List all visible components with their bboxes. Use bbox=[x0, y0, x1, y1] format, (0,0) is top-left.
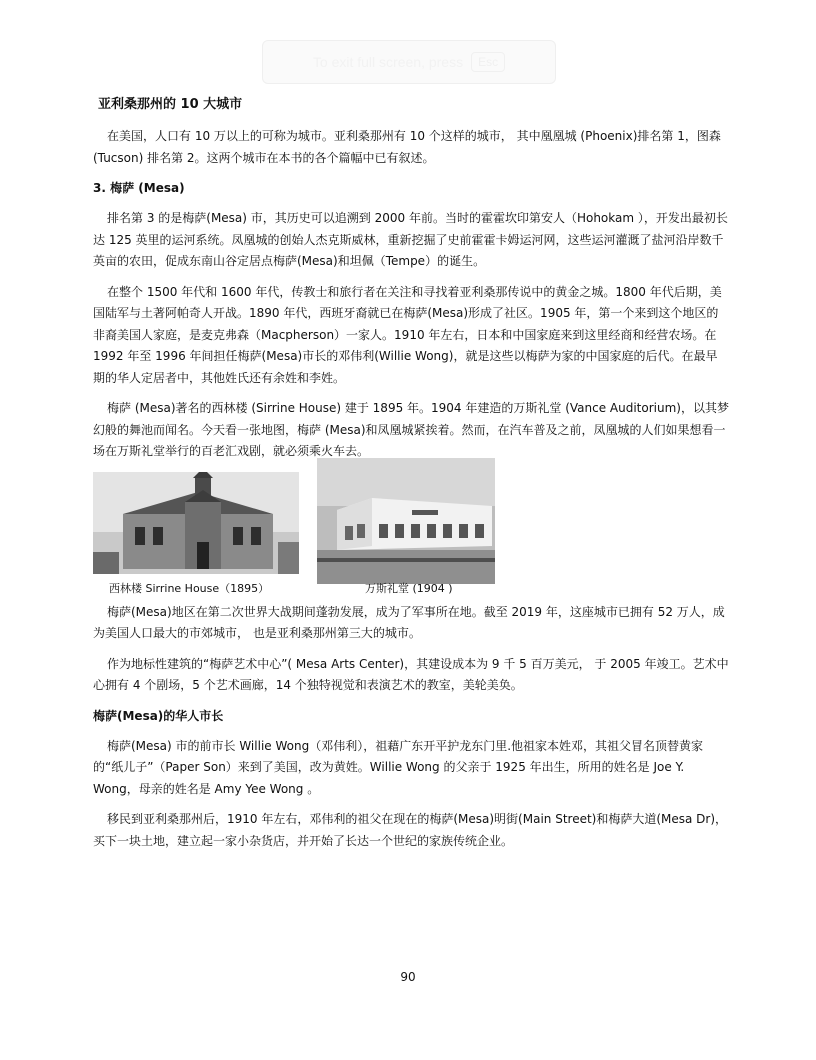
paragraph: 梅萨 (Mesa)著名的西林楼 (Sirrine House) 建于 1895 年。1904 年建造的万斯礼堂 (Vance Auditorium)，以其梦幻般的舞池而闻名。今天看一张地图，梅萨 (Mesa)和凤凰城紧挨着。然而，在汽车普及之前，凤凰城的人们如果想看一场在万斯礼堂举行的百老汇戏剧，就必须乘火车去。 bbox=[93, 401, 729, 458]
photo-row bbox=[93, 472, 729, 602]
fullscreen-notice-text: To exit full screen, press bbox=[312, 54, 464, 70]
esc-key-hint: Esc bbox=[471, 52, 505, 72]
document-body bbox=[93, 95, 729, 861]
vance-auditorium-photo bbox=[317, 458, 495, 584]
paragraph: 梅萨(Mesa) 市的前市长 Willie Wong（邓伟利），祖藉广东开平护龙东门里.他祖家本姓邓，其祖父冒名顶替黄家的“纸儿子”（Paper Son）来到了美国，改为黄姓。Willie Wong 的父亲于 1925 年出生，所用的姓名是 Joe Y. Wong，母亲的姓名是 Amy Yee Wong 。 bbox=[93, 738, 704, 796]
section-heading-mesa: 3. 梅萨 (Mesa) bbox=[93, 181, 185, 195]
section-heading-chinese-mayor: 梅萨(Mesa)的华人市长 bbox=[93, 708, 224, 723]
intro-paragraph: 在美国，人口有 10 万以上的可称为城市。亚利桑那州有 10 个这样的城市， 其中凰凰城 (Phoenix)排名第 1，图森 (Tucson) 排名第 2。这两个城市在本书的各个篇幅中已有叙述。 bbox=[93, 129, 721, 165]
paragraph: 排名第 3 的是梅萨(Mesa) 市，其历史可以追溯到 2000 年前。当时的霍霍坎印第安人（Hohokam ），开发出最初长达 125 英里的运河系统。凤凰城的创始人杰克斯威林，重新挖掘了史前霍霍卡姆运河网，这些运河灌溉了盐河沿岸数千英亩的农田，促成东南山谷定居点梅萨(Mesa)和坦佩（Tempe）的诞生。 bbox=[93, 211, 728, 268]
paragraph: 梅萨(Mesa)地区在第二次世界大战期间蓬勃发展，成为了军事所在地。截至 2019 年，这座城市已拥有 52 万人，成为美国人口最大的市郊城市， 也是亚利桑那州第三大的城市。 bbox=[93, 604, 725, 640]
paragraph: 移民到亚利桑那州后，1910 年左右，邓伟利的祖父在现在的梅萨(Mesa)明街(Main Street)和梅萨大道(Mesa Dr)，买下一块土地，建立起一家小杂货店，并开始了长达一个世纪的家族传统企业。 bbox=[93, 812, 728, 848]
caption-vance-auditorium: 万斯礼堂 (1904 ) bbox=[365, 581, 453, 595]
sirrine-house-photo bbox=[93, 472, 299, 574]
page-title: 亚利桑那州的 10 大城市 bbox=[98, 97, 243, 112]
caption-sirrine-house: 西林楼 Sirrine House（1895） bbox=[109, 581, 270, 595]
page-number: 90 bbox=[400, 970, 416, 984]
fullscreen-exit-notice bbox=[262, 40, 556, 84]
paragraph: 作为地标性建筑的“梅萨艺术中心”( Mesa Arts Center)，其建设成本为 9 千 5 百万美元， 于 2005 年竣工。艺术中心拥有 4 个剧场，5 个艺术画廊，14 个独特视觉和表演艺术的教室，美轮美奂。 bbox=[93, 656, 729, 692]
paragraph: 在整个 1500 年代和 1600 年代，传教士和旅行者在关注和寻找着亚利桑那传说中的黄金之城。1800 年代后期，美国陆军与土著阿帕奇人开战。1890 年代，西班牙裔就已在梅萨(Mesa)形成了社区。1905 年，第一个来到这个地区的非裔美国人家庭，是麦克弗森（Macpherson）一家人。1910 年左右，日本和中国家庭来到这里经商和经营农场。在 1992 年至 1996 年间担任梅萨(Mesa)市长的邓伟利(Willie Wong)，就是这些以梅萨为家的中国家庭的后代。在最早期的华人定居者中，其他姓氏还有余姓和李姓。 bbox=[93, 284, 722, 385]
